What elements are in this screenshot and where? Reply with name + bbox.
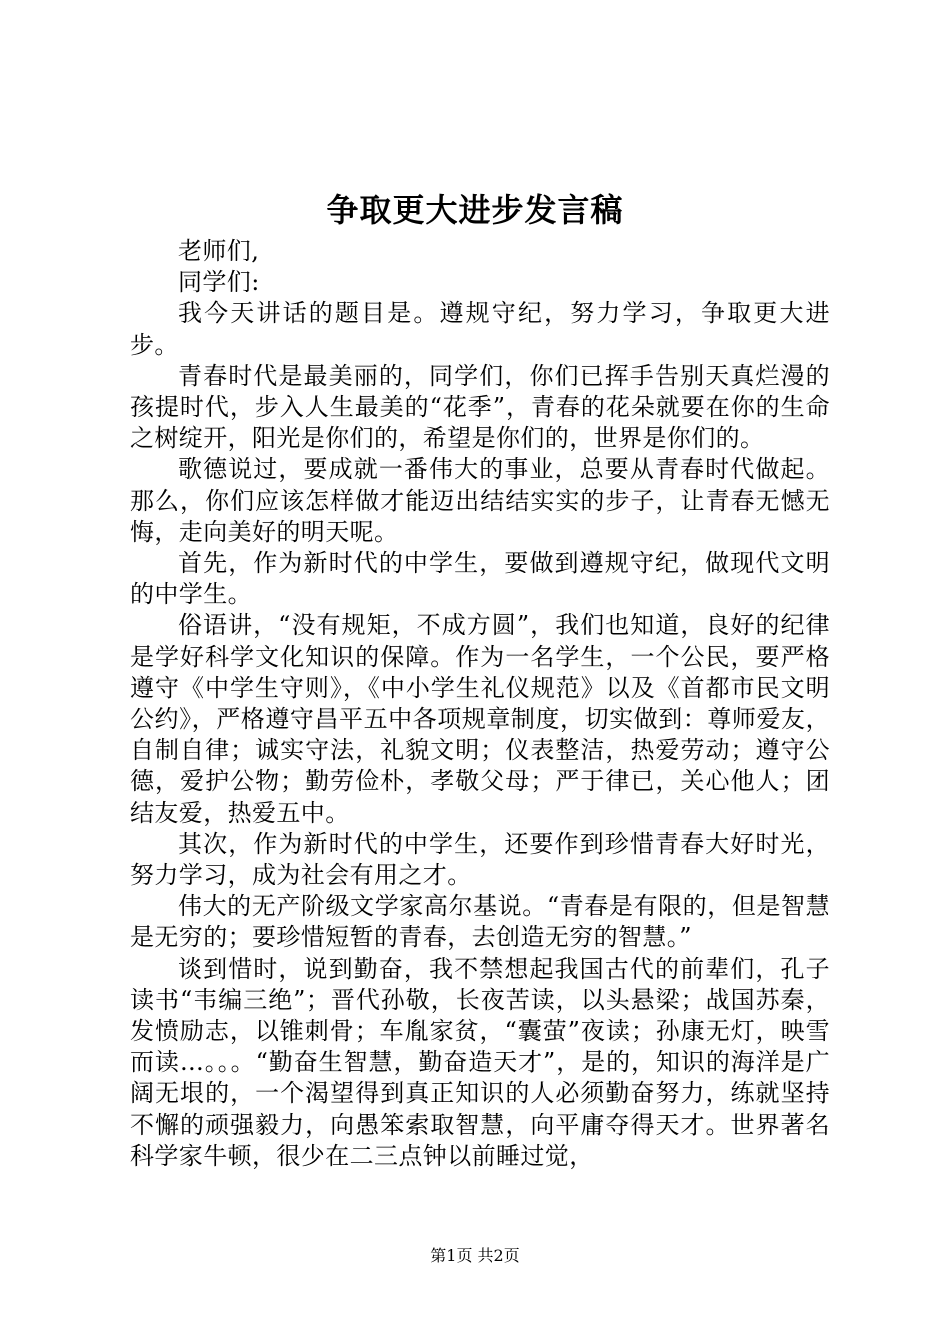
paragraph: 我今天讲话的题目是。遵规守纪，努力学习，争取更大进步。 [130, 299, 830, 359]
paragraph: 伟大的无产阶级文学家高尔基说。“青春是有限的，但是智慧是无穷的；要珍惜短暂的青春，去创造无穷的智慧。” [130, 892, 830, 952]
greeting-teachers: 老师们, [178, 237, 260, 265]
paragraph: 其次，作为新时代的中学生，还要作到珍惜青春大好时光，努力学习，成为社会有用之才。 [130, 829, 830, 890]
paragraph: 歌德说过，要成就一番伟大的事业，总要从青春时代做起。那么，你们应该怎样做才能迈出结结实实的步子，让青春无憾无悔，走向美好的明天呢。 [130, 455, 830, 546]
greeting-students: 同学们: [178, 268, 260, 297]
paragraph: 俗语讲，“没有规矩，不成方圆”，我们也知道，良好的纪律是学好科学文化知识的保障。作为一名学生，一个公民，要严格遵守《中学生守则》，《中小学生礼仪规范》以及《首都市民文明公约》，严格遵守昌平五中各项规章制度，切实做到：尊师爱友，自制自律；诚实守法，礼貌文明；仪表整洁，热爱劳动；遵守公德，爱护公物；勤劳俭朴，孝敬父母；严于律已，关心他人；团结友爱，热爱五中。 [130, 611, 830, 827]
paragraph: 首先，作为新时代的中学生，要做到遵规守纪，做现代文明的中学生。 [130, 549, 830, 609]
page-number: 第1页 共2页 [430, 1246, 520, 1265]
document-title: 争取更大进步发言稿 [326, 191, 624, 229]
paragraph: 谈到惜时，说到勤奋，我不禁想起我国古代的前辈们，孔子读书“韦编三绝”；晋代孙敬，长夜苦读，以头悬梁；战国苏秦，发愤励志，以锥刺骨；车胤家贫，“囊萤”夜读；孙康无灯，映雪而读…。。。“勤奋生智慧，勤奋造天才”，是的，知识的海洋是广阔无垠的，一个渴望得到真正知识的人必须勤奋努力，练就坚持不懈的顽强毅力，向愚笨索取智慧，向平庸夺得天才。世界著名科学家牛顿，很少在二三点钟以前睡过觉， [130, 954, 830, 1170]
paragraph: 青春时代是最美丽的，同学们，你们已挥手告别天真烂漫的孩提时代，步入人生最美的“花季”，青春的花朵就要在你的生命之树绽开，阳光是你们的，希望是你们的，世界是你们的。 [130, 361, 830, 453]
document-body [130, 236, 830, 1172]
